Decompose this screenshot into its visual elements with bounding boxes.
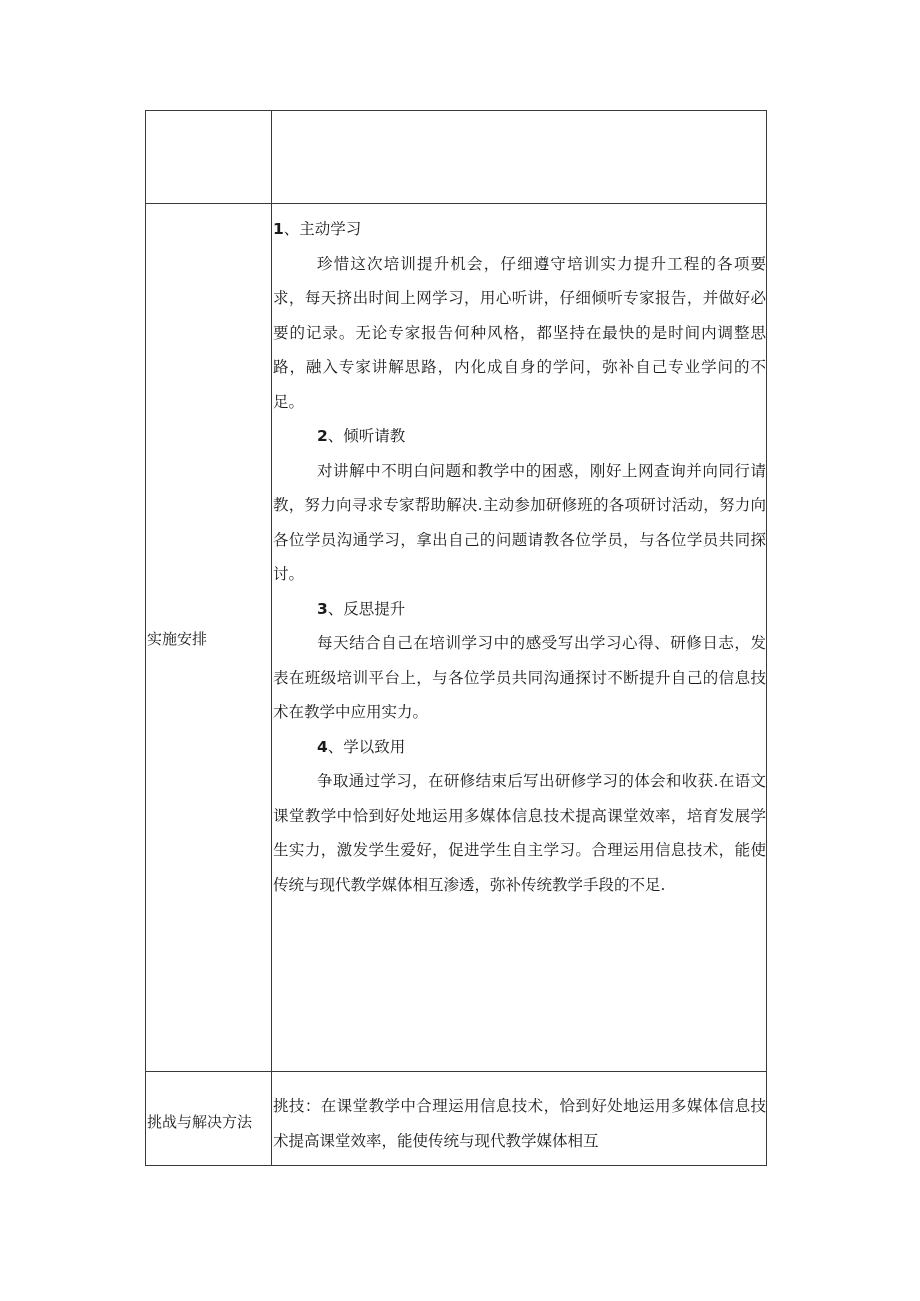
section-body: 对讲解中不明白问题和教学中的困惑，刚好上网查询并向同行请教，努力向寻求专家帮助解决.主动参加研修班的各项研讨活动，努力向各位学员沟通学习，拿出自己的问题请教各位学员，与各位学员共同探讨。 [273, 461, 766, 583]
section-body: 每天结合自己在培训学习中的感受写出学习心得、研修日志，发表在班级培训平台上，与各位学员共同沟通探讨不断提升自己的信息技术在教学中应用实力。 [273, 634, 766, 721]
section-body: 争取通过学习，在研修结束后写出研修学习的体会和收获.在语文课堂教学中恰到好处地运用多媒体信息技术提高课堂效率，培育发展学生实力，激发学生爱好，促进学生自主学习。合理运用信息技术，能使传统与现代教学媒体相互渗透，弥补传统教学手段的不足. [273, 772, 766, 894]
row-divider [146, 203, 766, 204]
challenge-label: 挑战与解决方法 [147, 1113, 253, 1131]
arrangement-label: 实施安排 [147, 630, 208, 648]
arrangement-content [273, 212, 766, 902]
challenge-text: 挑技：在课堂教学中合理运用信息技术，恰到好处地运用多媒体信息技术提高课堂效率，能使传统与现代教学媒体相互 [273, 1097, 766, 1150]
section-heading: 3、反思提升 [317, 599, 406, 618]
section-body: 珍惜这次培训提升机会，仔细遵守培训实力提升工程的各项要求，每天挤出时间上网学习，用心听讲，仔细倾听专家报告，并做好必要的记录。无论专家报告何种风格，都坚持在最快的是时间内调整思路，融入专家讲解思路，内化成自身的学问，弥补自己专业学问的不足。 [273, 254, 766, 411]
row-divider [146, 1071, 766, 1072]
challenge-content [273, 1089, 766, 1158]
section-heading: 1、主动学习 [273, 220, 362, 238]
plan-table [145, 110, 767, 1166]
section-heading: 4、学以致用 [317, 737, 406, 756]
section-heading: 2、倾听请教 [317, 427, 406, 445]
